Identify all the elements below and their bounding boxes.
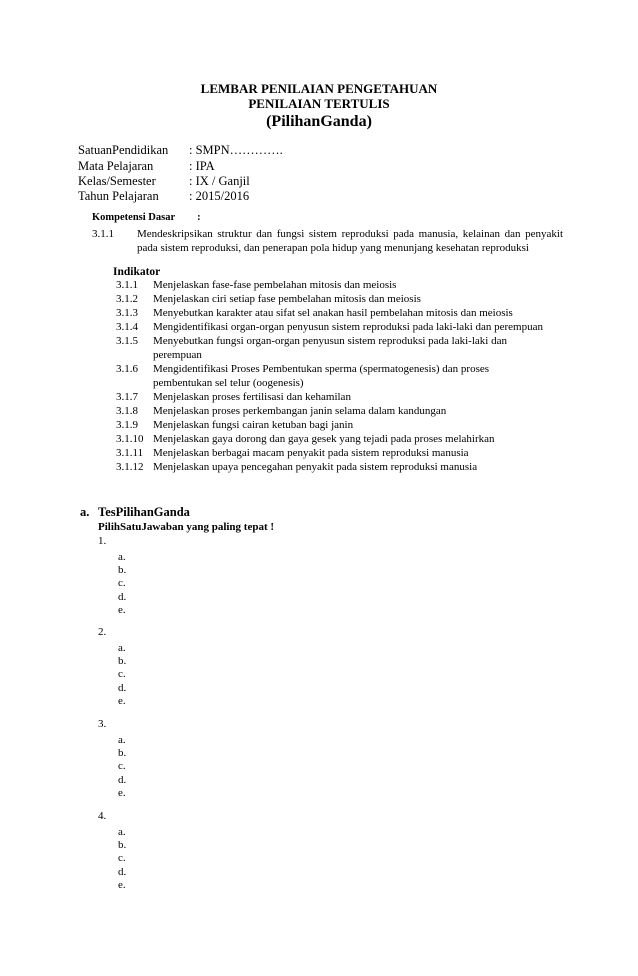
indikator-item xyxy=(116,306,546,320)
question-number: 3. xyxy=(98,718,107,730)
answer-option: a. xyxy=(118,734,126,746)
answer-option: a. xyxy=(118,826,126,838)
section-a-instruction: PilihSatuJawaban yang paling tepat ! xyxy=(98,521,275,533)
title-line-3: (PilihanGanda) xyxy=(266,113,372,130)
section-a-letter: a. xyxy=(80,505,90,519)
indikator-item xyxy=(116,334,546,362)
info-value: : SMPN…………. xyxy=(189,143,283,157)
answer-option: e. xyxy=(118,786,126,799)
indikator-number: 3.1.7 xyxy=(116,391,138,403)
answer-option: e. xyxy=(118,878,126,891)
answer-option: c. xyxy=(118,668,126,681)
indikator-heading: Indikator xyxy=(113,266,161,278)
indikator-number: 3.1.3 xyxy=(116,307,138,319)
kompetensi-number: 3.1.1 xyxy=(92,228,114,240)
info-label: Tahun Pelajaran xyxy=(78,189,159,203)
indikator-number: 3.1.2 xyxy=(116,293,138,305)
answer-option: d. xyxy=(118,681,127,694)
title-line-2: PENILAIAN TERTULIS xyxy=(248,96,390,111)
question-block xyxy=(98,810,126,892)
info-label: SatuanPendidikan xyxy=(78,143,169,157)
indikator-item xyxy=(116,362,546,390)
info-label: Kelas/Semester xyxy=(78,174,156,188)
indikator-item xyxy=(116,446,546,460)
indikator-text: Menjelaskan upaya pencegahan penyakit pada sistem reproduksi manusia xyxy=(153,461,478,473)
answer-option: e. xyxy=(118,694,126,707)
indikator-text: Menjelaskan fase-fase pembelahan mitosis dan meiosis xyxy=(153,279,397,291)
indikator-number: 3.1.1 xyxy=(116,279,138,291)
indikator-number: 3.1.6 xyxy=(116,363,138,375)
indikator-text: Mengidentifikasi organ-organ penyusun sistem reproduksi pada laki-laki dan perempuan xyxy=(153,321,543,333)
indikator-item xyxy=(116,460,546,474)
question-number: 2. xyxy=(98,626,107,638)
indikator-number: 3.1.8 xyxy=(116,405,138,417)
indikator-number: 3.1.4 xyxy=(116,321,138,333)
indikator-number: 3.1.5 xyxy=(116,335,138,347)
kompetensi-text: Mendeskripsikan struktur dan fungsi sistem reproduksi pada manusia, kelainan dan penyakit pada sistem reproduksi, dan penerapan pola hidup yang menunjang kesehatan reproduksi xyxy=(137,228,563,254)
indikator-item xyxy=(116,432,546,446)
answer-option: b. xyxy=(118,747,127,760)
info-value: : 2015/2016 xyxy=(189,189,250,203)
answer-option: d. xyxy=(118,865,127,878)
indikator-text: Menjelaskan proses perkembangan janin selama dalam kandungan xyxy=(153,405,447,417)
indikator-text: Menjelaskan berbagai macam penyakit pada sistem reproduksi manusia xyxy=(153,447,469,459)
indikator-number: 3.1.10 xyxy=(116,433,144,445)
indikator-item xyxy=(116,278,546,292)
section-a-heading xyxy=(80,505,190,520)
info-value: : IX / Ganjil xyxy=(189,174,250,188)
answer-option: d. xyxy=(118,773,127,786)
indikator-text: Menjelaskan gaya dorong dan gaya gesek yang tejadi pada proses melahirkan xyxy=(153,433,495,445)
kompetensi-colon: : xyxy=(197,212,201,223)
indikator-item xyxy=(116,404,546,418)
question-block xyxy=(98,535,126,617)
indikator-text: Menjelaskan proses fertilisasi dan kehamilan xyxy=(153,391,351,403)
indikator-item xyxy=(116,390,546,404)
indikator-item xyxy=(116,418,546,432)
answer-option: e. xyxy=(118,603,126,616)
indikator-text: Menjelaskan fungsi cairan ketuban bagi janin xyxy=(153,419,354,431)
answer-option: c. xyxy=(118,852,126,865)
indikator-number: 3.1.12 xyxy=(116,461,144,473)
answer-option: a. xyxy=(118,551,126,563)
answer-option: d. xyxy=(118,590,127,603)
answer-option: b. xyxy=(118,839,127,852)
indikator-item xyxy=(116,320,546,334)
answer-option: c. xyxy=(118,577,126,590)
indikator-number: 3.1.11 xyxy=(116,447,144,459)
question-block xyxy=(98,626,126,708)
answer-option: a. xyxy=(118,642,126,654)
kompetensi-heading xyxy=(92,212,201,223)
info-label: Mata Pelajaran xyxy=(78,159,154,173)
question-block xyxy=(98,718,126,800)
answer-option: b. xyxy=(118,655,127,668)
info-value: : IPA xyxy=(189,159,215,173)
indikator-text: Mengidentifikasi Proses Pembentukan sperma (spermatogenesis) dan proses pembentukan sel telur (oogenesis) xyxy=(153,363,490,389)
question-number: 4. xyxy=(98,810,107,822)
indikator-number: 3.1.9 xyxy=(116,419,138,431)
section-a-title: TesPilihanGanda xyxy=(98,505,190,519)
indikator-list xyxy=(116,278,546,474)
answer-option: c. xyxy=(118,760,126,773)
indikator-item xyxy=(116,292,546,306)
answer-option: b. xyxy=(118,564,127,577)
indikator-text: Menyebutkan karakter atau sifat sel anakan hasil pembelahan mitosis dan meiosis xyxy=(153,307,513,319)
kompetensi-heading-label: Kompetensi Dasar xyxy=(92,212,176,223)
indikator-text: Menjelaskan ciri setiap fase pembelahan mitosis dan meiosis xyxy=(153,293,421,305)
question-number: 1. xyxy=(98,535,107,547)
indikator-text: Menyebutkan fungsi organ-organ penyusun sistem reproduksi pada laki-laki dan perempuan xyxy=(153,335,507,361)
title-line-1: LEMBAR PENILAIAN PENGETAHUAN xyxy=(200,81,438,96)
